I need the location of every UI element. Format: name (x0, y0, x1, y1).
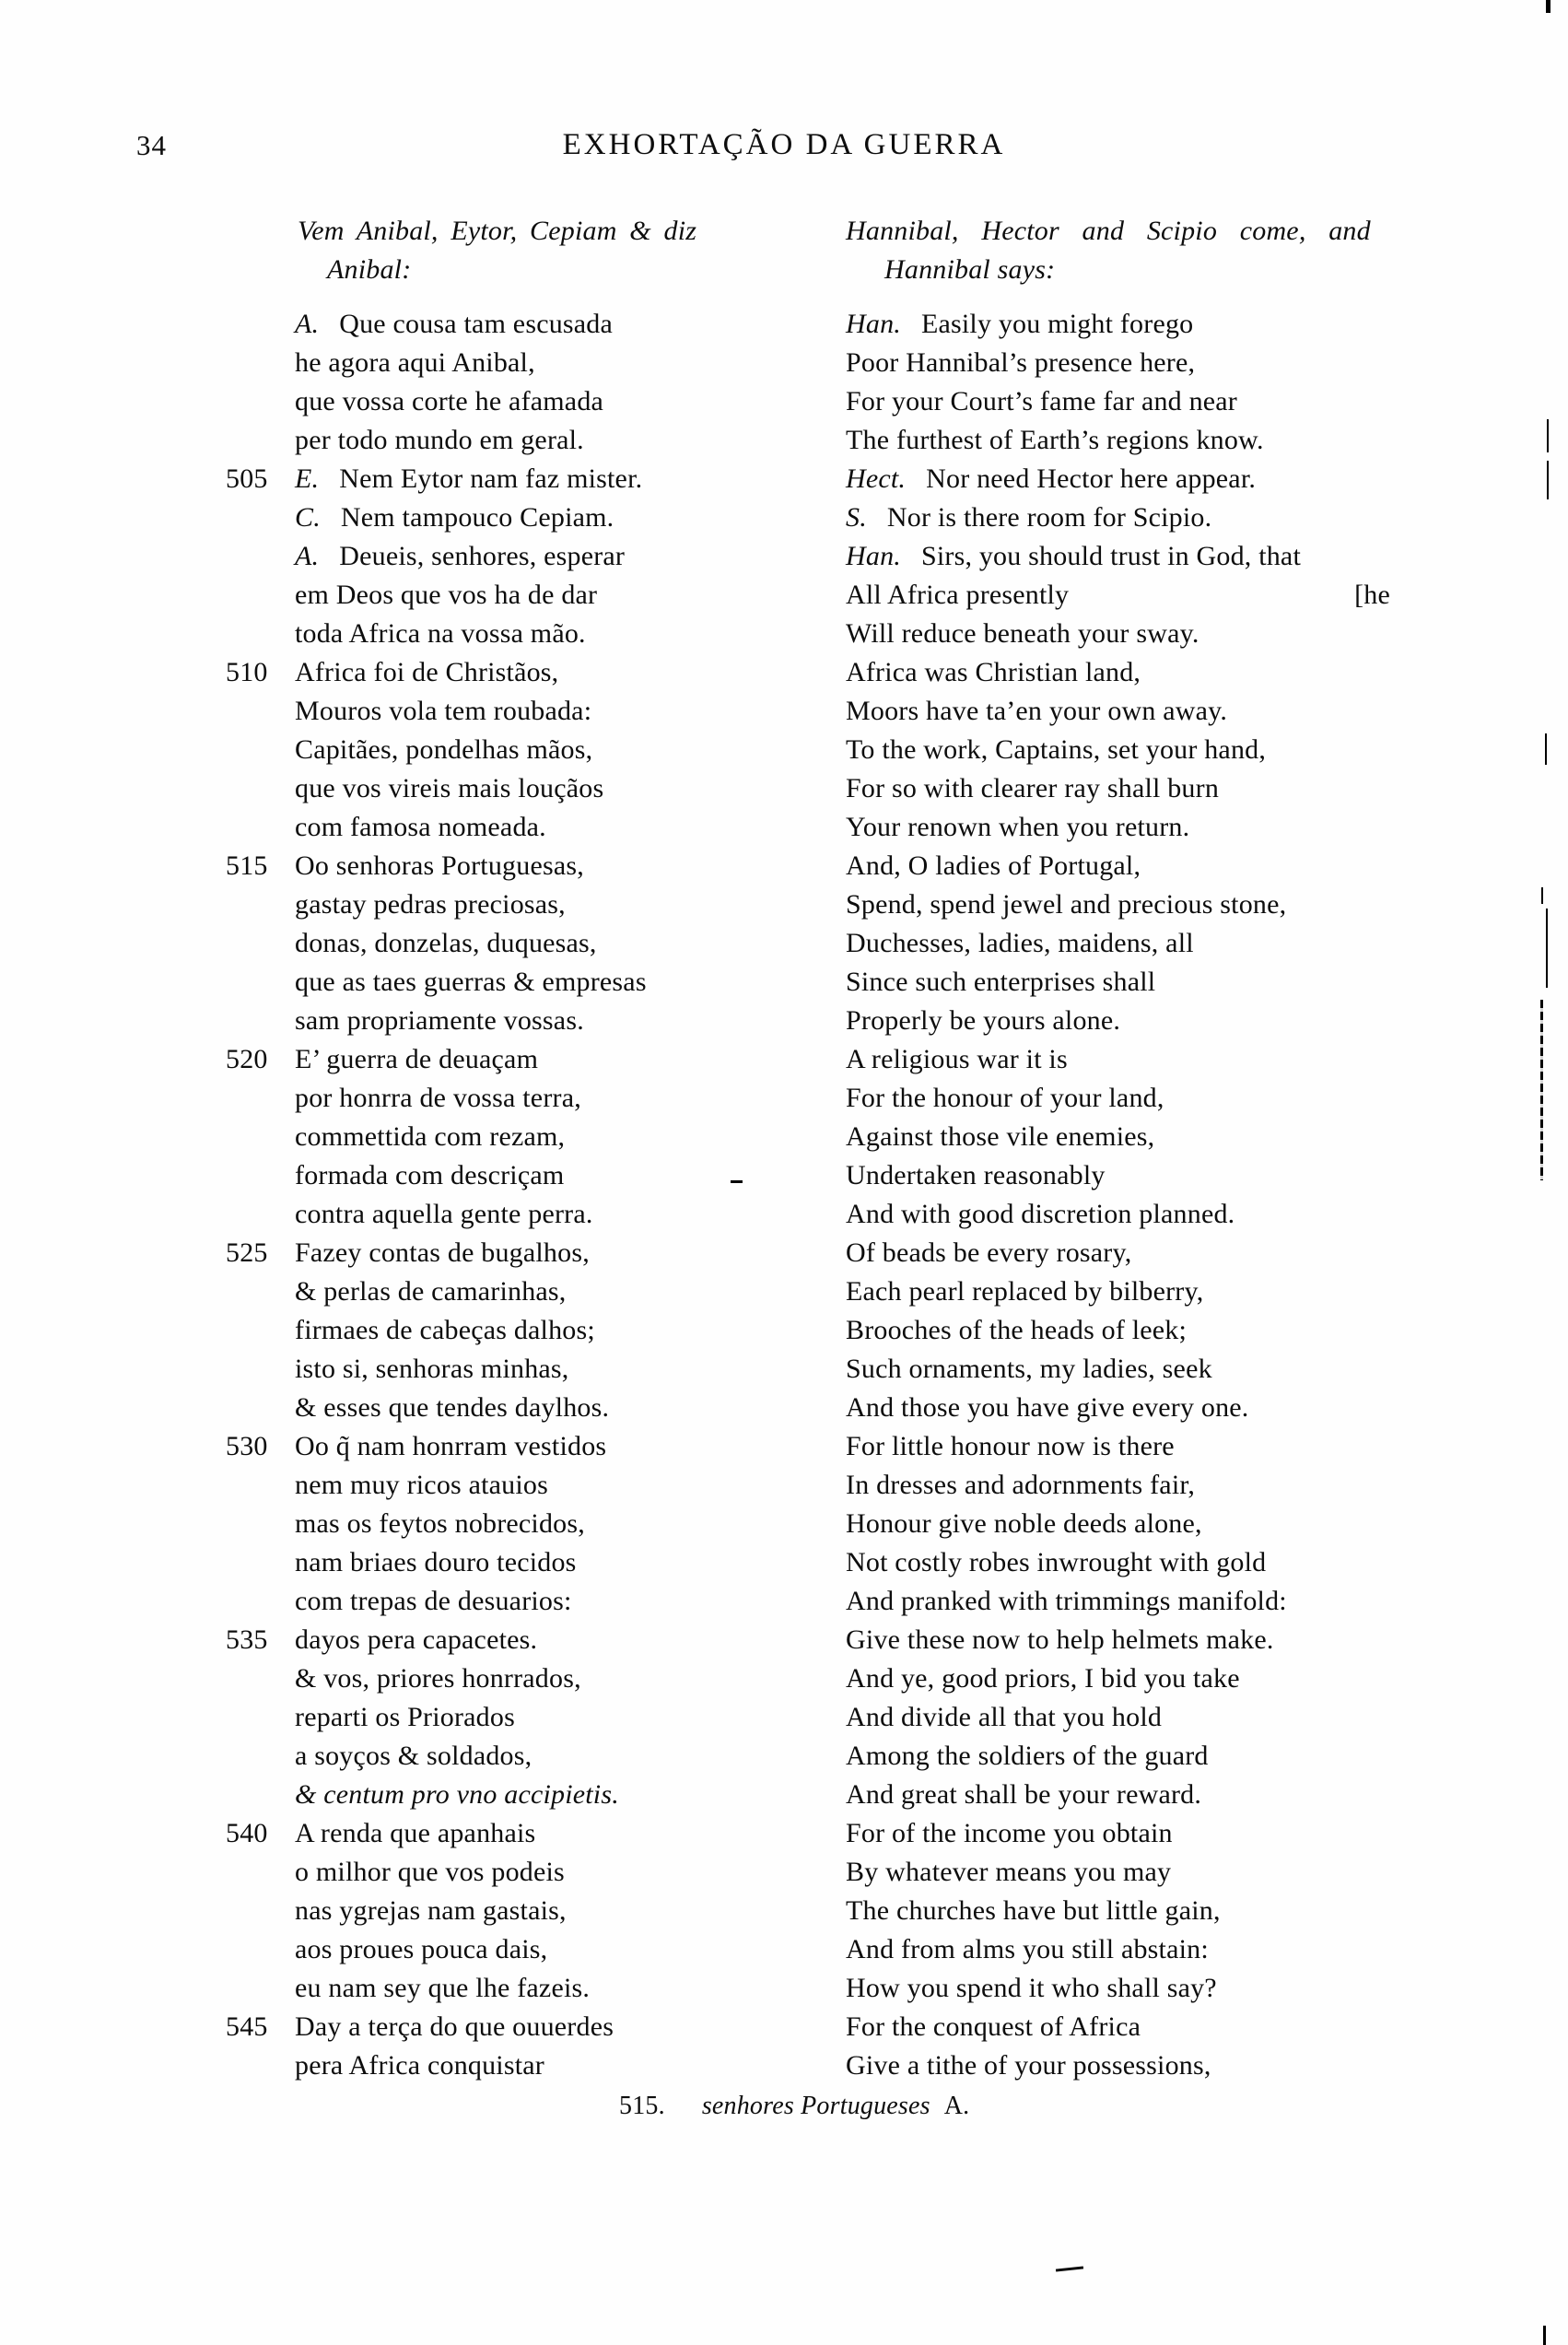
verse-text: toda Africa na vossa mão. (295, 618, 586, 649)
verse-line (226, 1272, 778, 1311)
verse-line (226, 2046, 778, 2085)
verse-text: A renda que apanhais (295, 1818, 536, 1848)
verse-text: por honrra de vossa terra, (295, 1083, 581, 1113)
verse-line (226, 1582, 778, 1621)
verse-line (846, 1427, 1414, 1466)
verse-text: For your Court’s fame far and near (846, 386, 1237, 416)
verse-line (846, 963, 1414, 1002)
verse-text: com famosa nomeada. (295, 812, 546, 842)
verse-line (846, 731, 1414, 769)
verse-text: em Deos que vos ha de dar (295, 580, 598, 610)
verse-line (226, 847, 778, 885)
scan-artifact (1545, 733, 1547, 765)
verse-line (846, 2046, 1414, 2085)
verse-line (226, 1079, 778, 1118)
verse-text: Capitães, pondelhas mãos, (295, 734, 593, 765)
verse-text: & centum pro vno accipietis. (295, 1779, 619, 1810)
verse-text: Africa foi de Christãos, (295, 657, 559, 687)
portuguese-verse (226, 305, 778, 2085)
verse-line (846, 1002, 1414, 1040)
line-number: 540 (226, 1818, 268, 1848)
verse-text: Nem tampouco Cepiam. (340, 502, 614, 533)
verse-line (226, 1776, 778, 1814)
verse-text: & perlas de camarinhas, (295, 1276, 567, 1307)
verse-text: Each pearl replaced by bilberry, (846, 1276, 1204, 1307)
footnote-lemma: senhores Portugueses (701, 2092, 930, 2120)
verse-text: & vos, priores honrrados, (295, 1663, 581, 1694)
verse-line (226, 537, 778, 576)
verse-text: Give a tithe of your possessions, (846, 2050, 1211, 2081)
page-number: 34 (136, 129, 167, 161)
verse-line (226, 1389, 778, 1427)
verse-text: And, O ladies of Portugal, (846, 850, 1141, 881)
scan-artifact (1547, 461, 1549, 499)
verse-text: o milhor que vos podeis (295, 1857, 565, 1887)
verse-line (226, 460, 778, 498)
verse-text: For the conquest of Africa (846, 2011, 1141, 2042)
verse-text: nas ygrejas nam gastais, (295, 1895, 567, 1926)
verse-line (226, 1698, 778, 1737)
verse-line (226, 692, 778, 731)
verse-line (226, 1737, 778, 1776)
verse-line (226, 1350, 778, 1389)
verse-line (846, 924, 1414, 963)
verse-line (846, 537, 1414, 576)
verse-text: And ye, good priors, I bid you take (846, 1663, 1240, 1694)
line-number: 505 (226, 463, 268, 494)
verse-line (226, 1621, 778, 1659)
footnote-line-ref: 515. (619, 2092, 665, 2120)
turnover-word: [he (1354, 580, 1390, 610)
verse-line (846, 1853, 1414, 1892)
verse-line (846, 1234, 1414, 1272)
speaker-abbreviation: S. (846, 502, 867, 533)
verse-text: For the honour of your land, (846, 1083, 1164, 1113)
verse-text: Mouros vola tem roubada: (295, 696, 592, 726)
stage-direction-portuguese (226, 212, 778, 289)
verse-line (846, 1621, 1414, 1659)
line-number: 520 (226, 1044, 268, 1074)
verse-line (846, 498, 1414, 537)
verse-text: Spend, spend jewel and precious stone, (846, 889, 1287, 920)
scan-artifact (1056, 2266, 1083, 2271)
verse-text: pera Africa conquistar (295, 2050, 544, 2081)
verse-line (846, 344, 1414, 382)
verse-line (226, 1118, 778, 1156)
verse-line (226, 1853, 778, 1892)
verse-line (846, 1195, 1414, 1234)
verse-text: Nem Eytor nam faz mister. (339, 463, 643, 494)
verse-text: Your renown when you return. (846, 812, 1190, 842)
verse-text: Day a terça do que ouuerdes (295, 2011, 614, 2042)
verse-line (846, 1505, 1414, 1543)
verse-text: Poor Hannibal’s presence here, (846, 347, 1196, 378)
line-number: 525 (226, 1237, 268, 1268)
verse-line (846, 1311, 1414, 1350)
verse-line (226, 731, 778, 769)
verse-line (846, 1814, 1414, 1853)
stage-direction-line: Anibal: (327, 254, 412, 285)
verse-text: All Africa presently (846, 580, 1070, 610)
running-title: EXHORTAÇÃO DA GUERRA (562, 128, 1006, 161)
verse-line (226, 924, 778, 963)
footnote (619, 2092, 969, 2121)
verse-line (226, 615, 778, 653)
verse-line (226, 769, 778, 808)
verse-text: Fazey contas de bugalhos, (295, 1237, 590, 1268)
verse-text: Not costly robes inwrought with gold (846, 1547, 1267, 1577)
verse-text: Of beads be every rosary, (846, 1237, 1132, 1268)
scan-artifact (1547, 419, 1549, 452)
verse-line (226, 1234, 778, 1272)
verse-text: Easily you might forego (920, 309, 1194, 339)
verse-text: The furthest of Earth’s regions know. (846, 425, 1264, 455)
verse-text: gastay pedras preciosas, (295, 889, 566, 920)
verse-text: The churches have but little gain, (846, 1895, 1221, 1926)
verse-text: Duchesses, ladies, maidens, all (846, 928, 1194, 958)
verse-line (846, 1698, 1414, 1737)
verse-line (226, 1892, 778, 1930)
verse-text: com trepas de desuarios: (295, 1586, 572, 1616)
scan-artifact (1541, 887, 1543, 904)
verse-text: Since such enterprises shall (846, 967, 1156, 997)
verse-text: Nor need Hector here appear. (926, 463, 1257, 494)
verse-line (846, 1466, 1414, 1505)
verse-text: Oo senhoras Portuguesas, (295, 850, 584, 881)
stage-direction-english (846, 212, 1414, 289)
english-column (846, 212, 1414, 2085)
stage-direction-line: Hannibal says: (884, 254, 1056, 285)
verse-line (226, 885, 778, 924)
verse-line (226, 1466, 778, 1505)
verse-line (846, 1079, 1414, 1118)
verse-text: To the work, Captains, set your hand, (846, 734, 1267, 765)
verse-text: Africa was Christian land, (846, 657, 1141, 687)
verse-line (226, 1002, 778, 1040)
verse-text: Undertaken reasonably (846, 1160, 1106, 1190)
verse-text: For little honour now is there (846, 1431, 1175, 1461)
verse-text: And great shall be your reward. (846, 1779, 1202, 1810)
line-number: 510 (226, 657, 268, 687)
verse-line (846, 1350, 1414, 1389)
verse-text: reparti os Priorados (295, 1702, 515, 1732)
verse-line (846, 576, 1414, 615)
verse-text: And from alms you still abstain: (846, 1934, 1209, 1964)
verse-text: And divide all that you hold (846, 1702, 1163, 1732)
stage-direction-line: Vem Anibal, Eytor, Cepiam & diz (298, 216, 697, 246)
speaker-abbreviation: Han. (846, 309, 901, 339)
verse-line (226, 1040, 778, 1079)
verse-text: Que cousa tam escusada (339, 309, 614, 339)
verse-line (226, 1311, 778, 1350)
verse-line (846, 1776, 1414, 1814)
verse-text: a soyços & soldados, (295, 1741, 532, 1771)
portuguese-column (226, 212, 778, 2085)
verse-text: Moors have ta’en your own away. (846, 696, 1228, 726)
verse-text: contra aquella gente perra. (295, 1199, 593, 1229)
verse-text: By whatever means you may (846, 1857, 1172, 1887)
verse-line (226, 1659, 778, 1698)
verse-text: Such ornaments, my ladies, seek (846, 1354, 1212, 1384)
verse-line (846, 885, 1414, 924)
verse-text: & esses que tendes daylhos. (295, 1392, 610, 1423)
verse-text: eu nam sey que lhe fazeis. (295, 1973, 591, 2003)
scan-artifact (1546, 0, 1550, 13)
line-number: 545 (226, 2011, 268, 2042)
speaker-abbreviation: A. (295, 309, 320, 339)
verse-line (226, 653, 778, 692)
verse-line (226, 305, 778, 344)
verse-text: For of the income you obtain (846, 1818, 1173, 1848)
verse-text: And those you have give every one. (846, 1392, 1249, 1423)
verse-text: nem muy ricos atauios (295, 1470, 548, 1500)
verse-text: A religious war it is (846, 1044, 1068, 1074)
verse-text: dayos pera capacetes. (295, 1624, 538, 1655)
verse-line (846, 1389, 1414, 1427)
verse-line (226, 498, 778, 537)
verse-line (226, 1427, 778, 1466)
verse-text: commettida com rezam, (295, 1121, 566, 1152)
verse-line (226, 1969, 778, 2008)
verse-line (226, 1543, 778, 1582)
line-number: 515 (226, 850, 268, 881)
verse-text: Sirs, you should trust in God, that (920, 541, 1301, 571)
line-number: 530 (226, 1431, 268, 1461)
verse-text: per todo mundo em geral. (295, 425, 584, 455)
verse-text: formada com descriçam (295, 1160, 565, 1190)
verse-line (226, 1930, 778, 1969)
verse-text: que as taes guerras & empresas (295, 967, 647, 997)
verse-line (846, 305, 1414, 344)
verse-text: Oo q̃ nam honrram vestidos (295, 1431, 607, 1461)
verse-line (846, 847, 1414, 885)
verse-line (846, 1659, 1414, 1698)
verse-line (226, 1814, 778, 1853)
verse-text: he agora aqui Anibal, (295, 347, 535, 378)
verse-line (226, 2008, 778, 2046)
verse-line (846, 1582, 1414, 1621)
verse-text: For so with clearer ray shall burn (846, 773, 1220, 803)
verse-text: Deueis, senhores, esperar (339, 541, 626, 571)
stage-direction-line: Hannibal, Hector and Scipio come, and (846, 216, 1371, 246)
english-verse (846, 305, 1414, 2085)
verse-line (846, 1156, 1414, 1195)
verse-text: que vossa corte he afamada (295, 386, 604, 416)
verse-text: aos proues pouca dais, (295, 1934, 548, 1964)
scan-artifact (731, 1180, 743, 1183)
verse-line (846, 1930, 1414, 1969)
verse-line (226, 576, 778, 615)
verse-text: que vos vireis mais louçãos (295, 773, 604, 803)
verse-text: How you spend it who shall say? (846, 1973, 1217, 2003)
verse-line (226, 1156, 778, 1195)
verse-line (846, 1969, 1414, 2008)
verse-text: Give these now to help helmets make. (846, 1624, 1274, 1655)
speaker-abbreviation: A. (295, 541, 320, 571)
verse-text: In dresses and adornments fair, (846, 1470, 1196, 1500)
verse-text: And with good discretion planned. (846, 1199, 1235, 1229)
verse-line (226, 963, 778, 1002)
speaker-abbreviation: Han. (846, 541, 901, 571)
verse-text: Honour give noble deeds alone, (846, 1508, 1202, 1539)
verse-line (226, 344, 778, 382)
verse-line (846, 808, 1414, 847)
verse-text: Brooches of the heads of leek; (846, 1315, 1188, 1345)
verse-line (846, 460, 1414, 498)
verse-line (846, 653, 1414, 692)
verse-line (846, 421, 1414, 460)
verse-line (226, 421, 778, 460)
verse-text: sam propriamente vossas. (295, 1005, 584, 1036)
verse-text: Properly be yours alone. (846, 1005, 1121, 1036)
verse-text: Among the soldiers of the guard (846, 1741, 1209, 1771)
verse-line (846, 1118, 1414, 1156)
scan-artifact (1543, 2326, 1546, 2345)
verse-line (846, 769, 1414, 808)
speaker-abbreviation: E. (295, 463, 320, 494)
verse-text: donas, donzelas, duquesas, (295, 928, 597, 958)
verse-line (846, 615, 1414, 653)
verse-text: Will reduce beneath your sway. (846, 618, 1199, 649)
verse-line (226, 382, 778, 421)
verse-text: Against those vile enemies, (846, 1121, 1155, 1152)
speaker-abbreviation: C. (295, 502, 321, 533)
verse-line (846, 382, 1414, 421)
verse-text: E’ guerra de deuaçam (295, 1044, 539, 1074)
speaker-abbreviation: Hect. (846, 463, 907, 494)
verse-line (846, 1272, 1414, 1311)
verse-line (846, 1040, 1414, 1079)
verse-line (226, 1195, 778, 1234)
verse-text: mas os feytos nobrecidos, (295, 1508, 585, 1539)
scan-artifact (1540, 1000, 1543, 1180)
verse-line (846, 1892, 1414, 1930)
footnote-siglum: A. (943, 2092, 970, 2120)
verse-text: Nor is there room for Scipio. (886, 502, 1212, 533)
verse-text: nam briaes douro tecidos (295, 1547, 577, 1577)
scan-artifact (1546, 909, 1548, 988)
verse-line (846, 2008, 1414, 2046)
verse-text: firmaes de cabeças dalhos; (295, 1315, 595, 1345)
verse-line (226, 808, 778, 847)
line-number: 535 (226, 1624, 268, 1655)
verse-text: And pranked with trimmings manifold: (846, 1586, 1287, 1616)
verse-line (846, 1543, 1414, 1582)
verse-line (226, 1505, 778, 1543)
verse-text: isto si, senhoras minhas, (295, 1354, 569, 1384)
verse-line (846, 692, 1414, 731)
verse-line (846, 1737, 1414, 1776)
